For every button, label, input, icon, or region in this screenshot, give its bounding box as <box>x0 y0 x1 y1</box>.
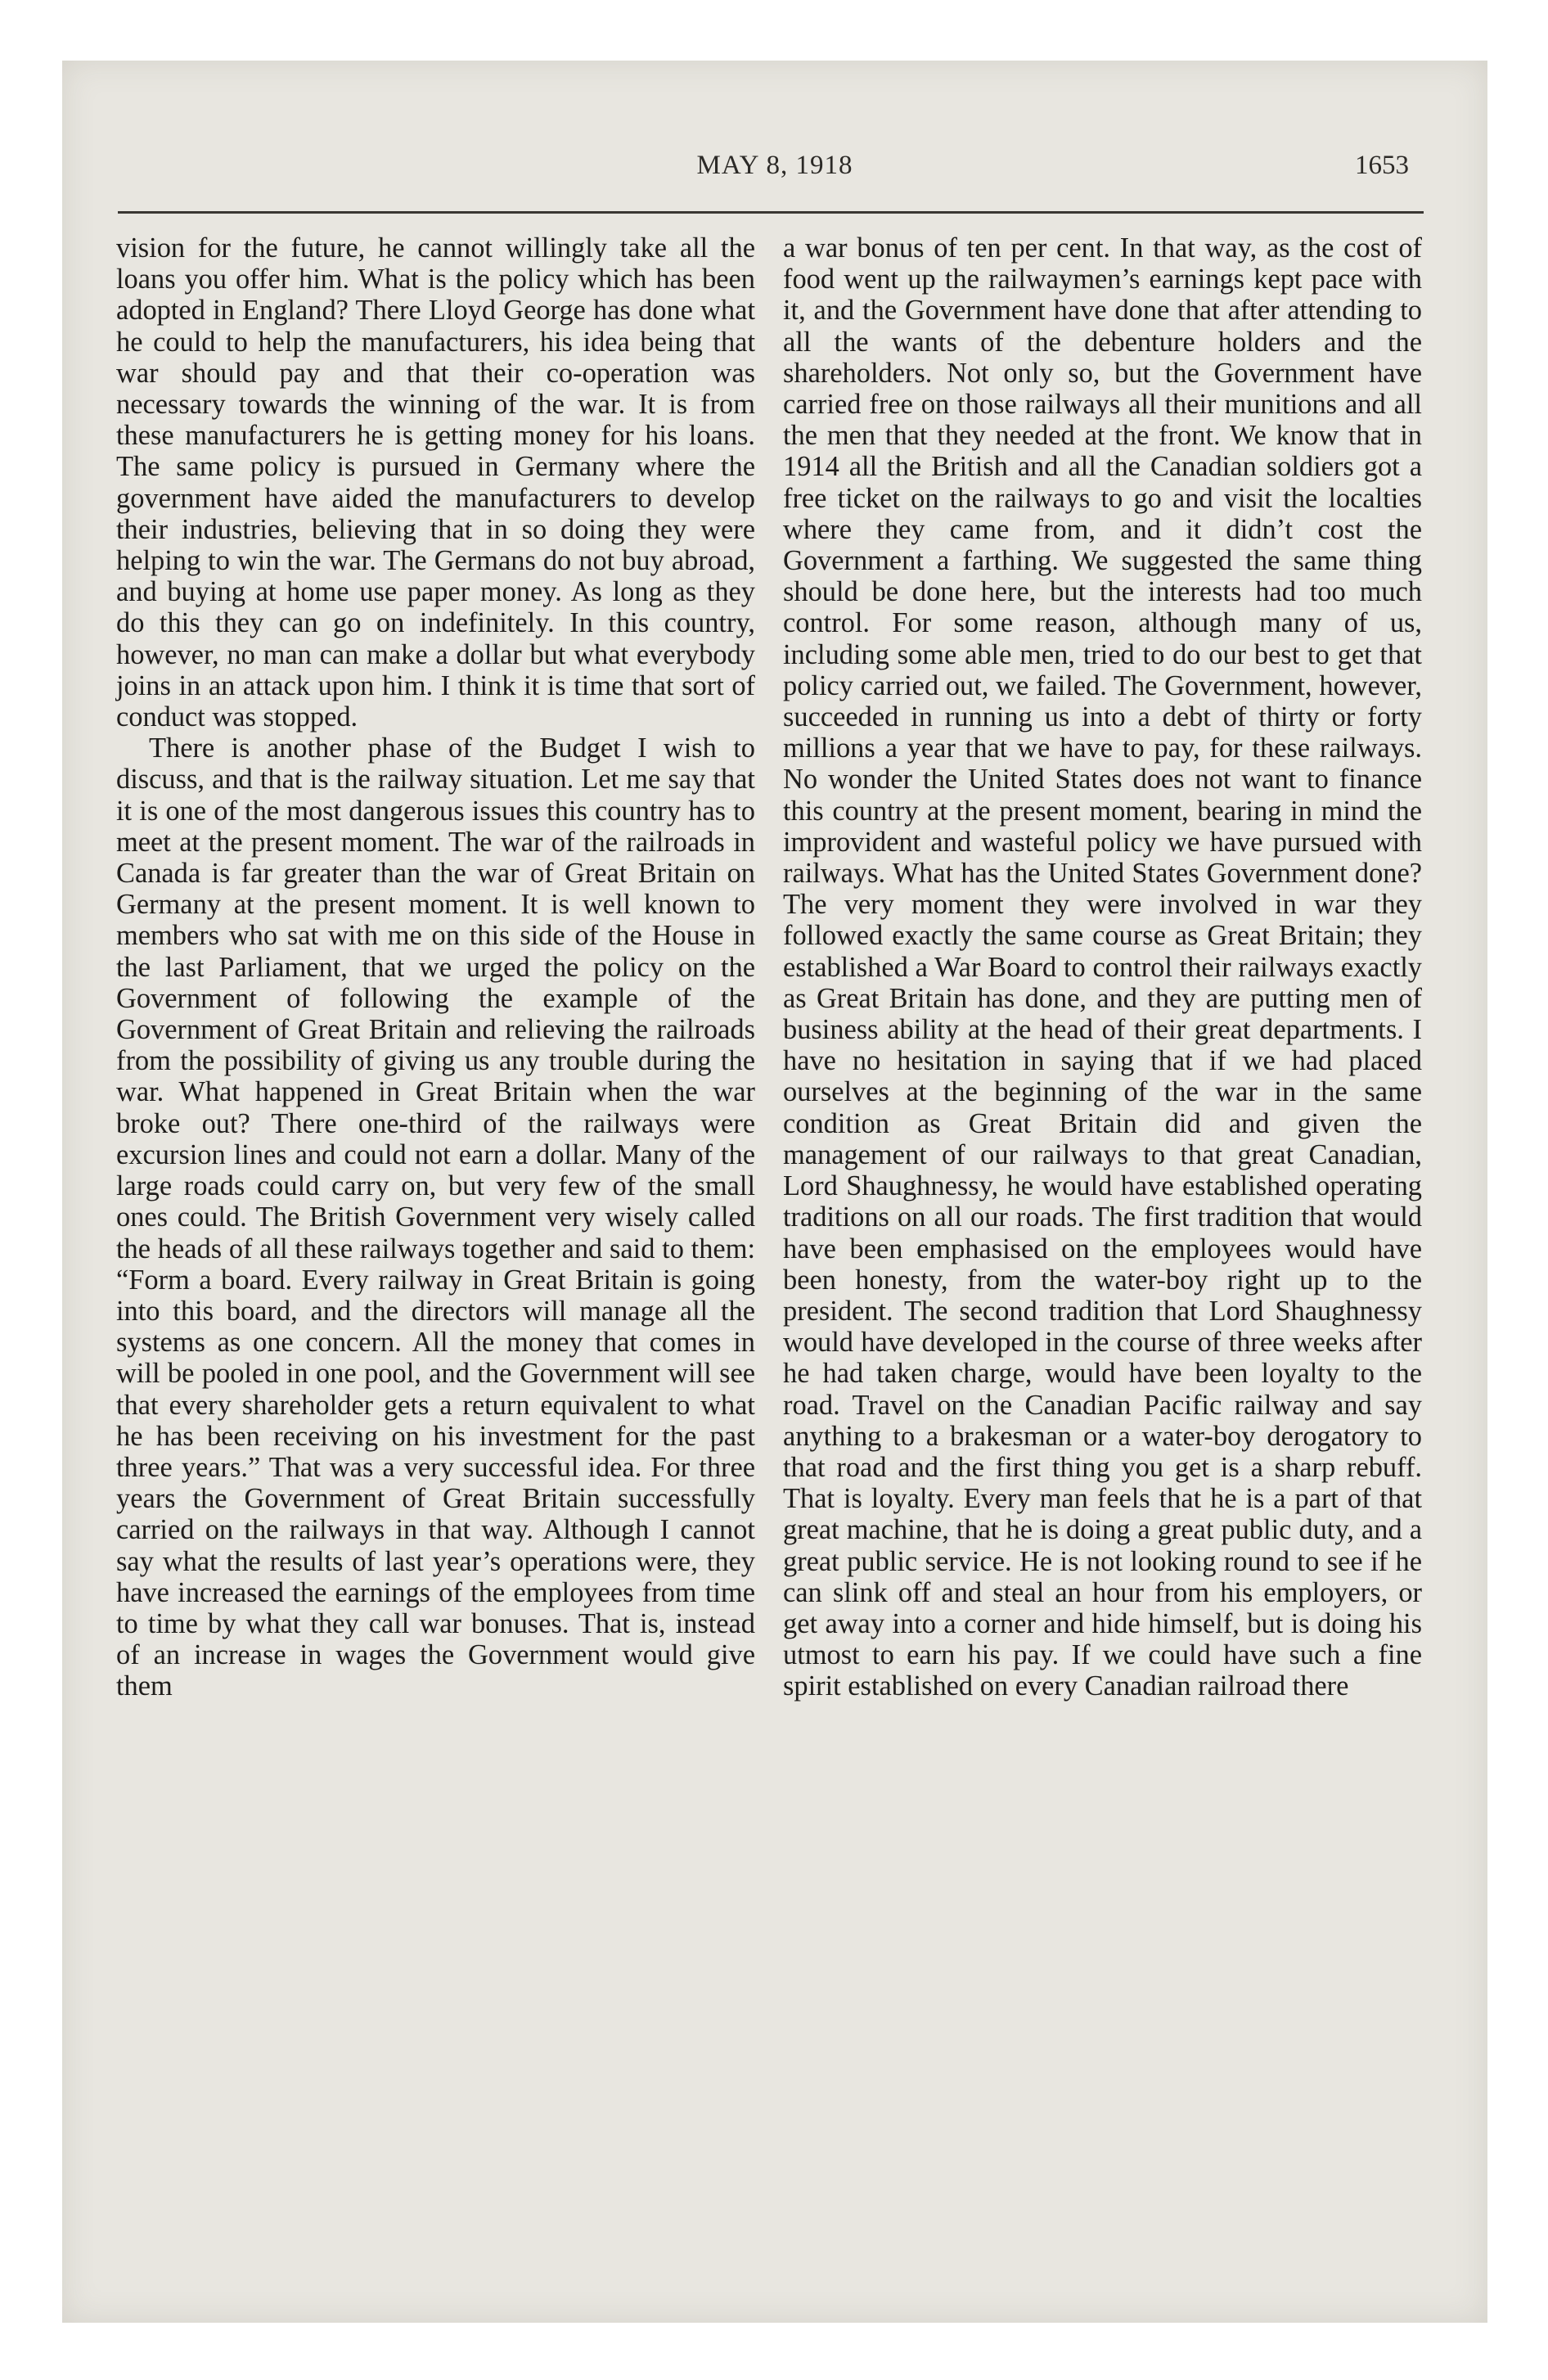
paragraph: There is another phase of the Budget I wish to discuss, and that is the railway situation. Let me say that it is one of the most dangerous issues this country has to meet at the present moment. The war of the railroads in Canada is far greater than the war of Great Britain on Germany at the present moment. It is well known to members who sat with me on this side of the House in the last Parliament, that we urged the policy on the Government of following the example of the Government of Great Britain and relieving the railroads from the possibility of giving us any trouble during the war. What happened in Great Britain when the war broke out? There one-third of the railways were excursion lines and could not earn a dollar. Many of the large roads could carry on, but very few of the small ones could. The British Government very wisely called the heads of all these railways together and said to them: “Form a board. Every railway in Great Britain is going into this board, and the directors will manage all the systems as one concern. All the money that comes in will be pooled in one pool, and the Government will see that every shareholder gets a return equivalent to what he has been receiving on his investment for the past three years.” That was a very successful idea. For three years the Government of Great Britain successfully carried on the railways in that way. Although I cannot say what the results of last year’s operations were, they have increased the earnings of the employees from time to time by what they call war bonuses. That is, instead of an increase in wages the Government would give them <box>116 732 755 1702</box>
scanned-page <box>62 61 1487 2323</box>
paragraph: vision for the future, he cannot willingly take all the loans you offer him. What is the policy which has been adopted in England? There Lloyd George has done what he could to help the manufacturers, his idea being that war should pay and that their co-operation was necessary towards the winning of the war. It is from these manufacturers he is getting money for his loans. The same policy is pursued in Germany where the government have aided the manufacturers to develop their industries, believing that in so doing they were helping to win the war. The Germans do not buy abroad, and buying at home use paper money. As long as they do this they can go on indefinitely. In this country, however, no man can make a dollar but what everybody joins in an attack upon him. I think it is time that sort of conduct was stopped. <box>116 232 755 733</box>
running-header <box>62 151 1487 192</box>
paragraph: a war bonus of ten per cent. In that way, as the cost of food went up the railwaymen’s earnings kept pace with it, and the Government have done that after attending to all the wants of the debenture holders and the shareholders. Not only so, but the Government have carried free on those railways all their munitions and all the men that they needed at the front. We know that in 1914 all the British and all the Canadian soldiers got a free ticket on the railways to go and visit the localties where they came from, and it didn’t cost the Government a farthing. We suggested the same thing should be done here, but the interests had too much control. For some reason, although many of us, including some able men, tried to do our best to get that policy carried out, we failed. The Government, however, succeeded in running us into a debt of thirty or forty millions a year that we have to pay, for these railways. No wonder the United States does not want to finance this country at the present moment, bearing in mind the improvident and wasteful policy we have pursued with railways. What has the United States Government done? The very moment they were involved in war they followed exactly the same course as Great Britain; they established a War Board to control their railways exactly as Great Britain has done, and they are putting men of business ability at the head of their great departments. I have no hesitation in saying that if we had placed ourselves at the beginning of the war in the same condition as Great Britain did and given the management of our railways to that great Canadian, Lord Shaughnessy, he would have established operating traditions on all our roads. The first tradition that would have been emphasised on the employees would have been honesty, from the water-boy right up to the president. The second tradition that Lord Shaughnessy would have developed in the course of three weeks after he had taken charge, would have been loyalty to the road. Travel on the Canadian Pacific railway and say anything to a brakesman or a water-boy derogatory to that road and the first thing you get is a sharp rebuff. That is loyalty. Every man feels that he is a part of that great machine, that he is doing a great public duty, and a great public service. He is not looking round to see if he can slink off and steal an hour from his employers, or get away into a corner and hide himself, but is doing his utmost to earn his pay. If we could have such a fine spirit established on every Canadian railroad there <box>783 232 1422 1702</box>
left-column <box>116 232 755 1702</box>
page-number: 1653 <box>1355 151 1409 180</box>
header-rule <box>118 211 1424 214</box>
right-column <box>783 232 1422 1702</box>
header-date: MAY 8, 1918 <box>696 151 853 180</box>
